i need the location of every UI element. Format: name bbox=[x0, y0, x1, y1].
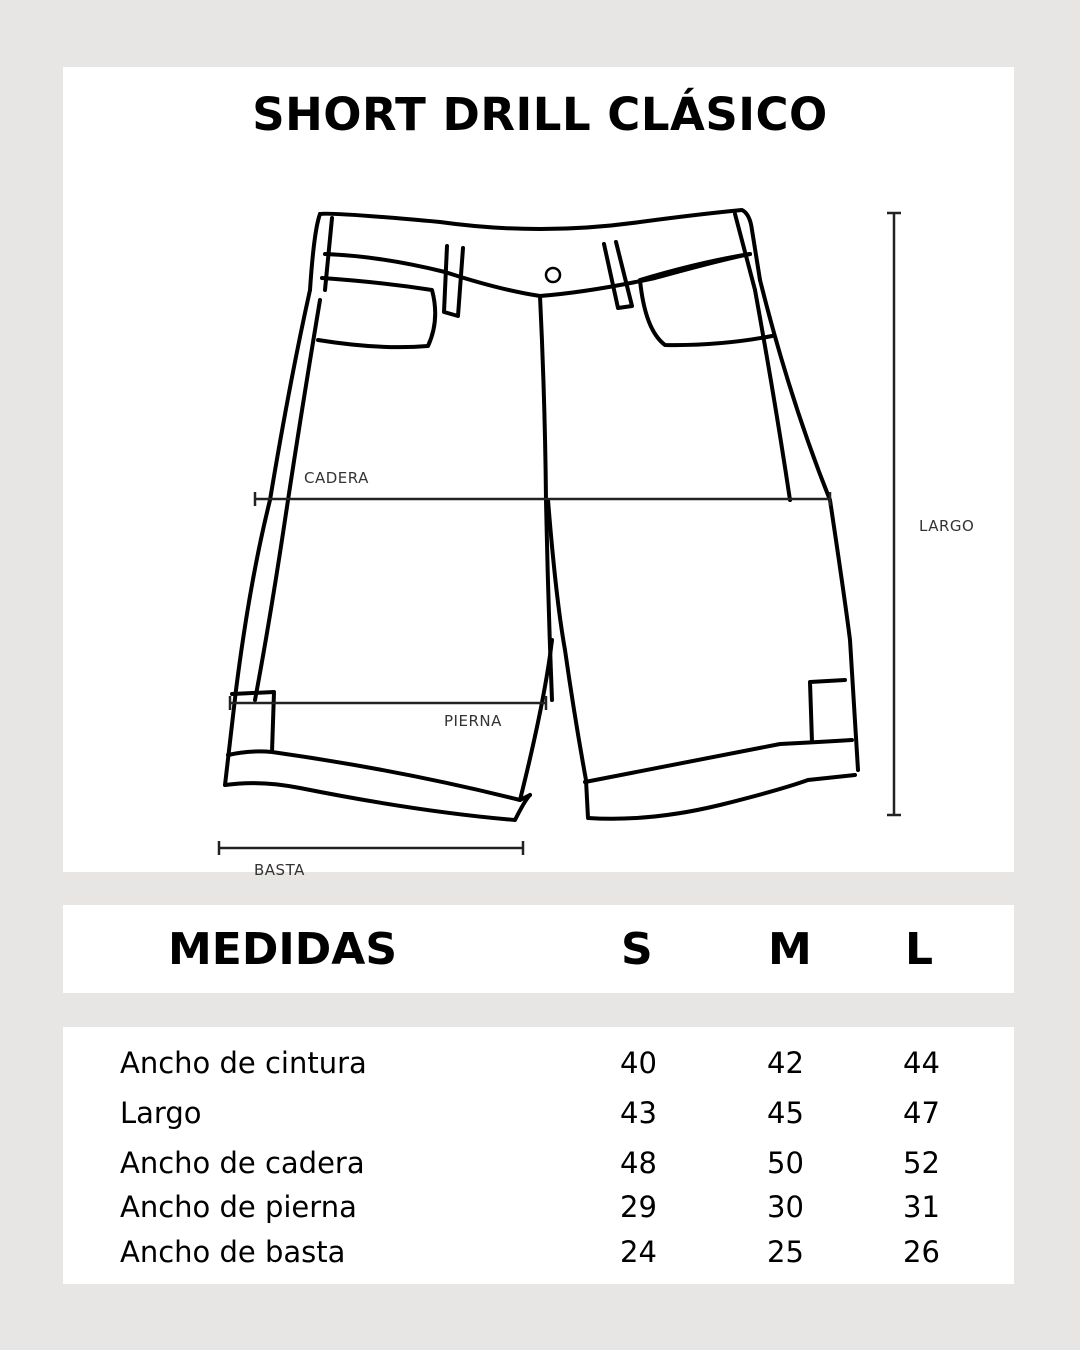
value-l: 52 bbox=[903, 1146, 940, 1180]
value-l: 26 bbox=[903, 1235, 940, 1269]
row-label: Ancho de cadera bbox=[120, 1146, 365, 1180]
value-s: 29 bbox=[620, 1190, 657, 1224]
value-m: 42 bbox=[767, 1046, 804, 1080]
value-m: 50 bbox=[767, 1146, 804, 1180]
row-label: Ancho de pierna bbox=[120, 1190, 357, 1224]
value-m: 45 bbox=[767, 1096, 804, 1130]
value-s: 24 bbox=[620, 1235, 657, 1269]
value-l: 44 bbox=[903, 1046, 940, 1080]
row-label: Ancho de basta bbox=[120, 1235, 346, 1269]
size-header-s: S bbox=[621, 924, 653, 975]
basta-label: BASTA bbox=[254, 861, 305, 879]
value-l: 47 bbox=[903, 1096, 940, 1130]
value-s: 43 bbox=[620, 1096, 657, 1130]
value-l: 31 bbox=[903, 1190, 940, 1224]
measurements-heading: MEDIDAS bbox=[168, 924, 398, 975]
pierna-label: PIERNA bbox=[444, 712, 502, 730]
value-m: 25 bbox=[767, 1235, 804, 1269]
value-s: 48 bbox=[620, 1146, 657, 1180]
largo-label: LARGO bbox=[919, 517, 975, 535]
value-s: 40 bbox=[620, 1046, 657, 1080]
row-label: Largo bbox=[120, 1096, 202, 1130]
size-header-m: M bbox=[768, 924, 812, 975]
value-m: 30 bbox=[767, 1190, 804, 1224]
row-label: Ancho de cintura bbox=[120, 1046, 367, 1080]
cadera-label: CADERA bbox=[304, 469, 369, 487]
size-header-l: L bbox=[905, 924, 934, 975]
page-title: SHORT DRILL CLÁSICO bbox=[252, 88, 828, 141]
